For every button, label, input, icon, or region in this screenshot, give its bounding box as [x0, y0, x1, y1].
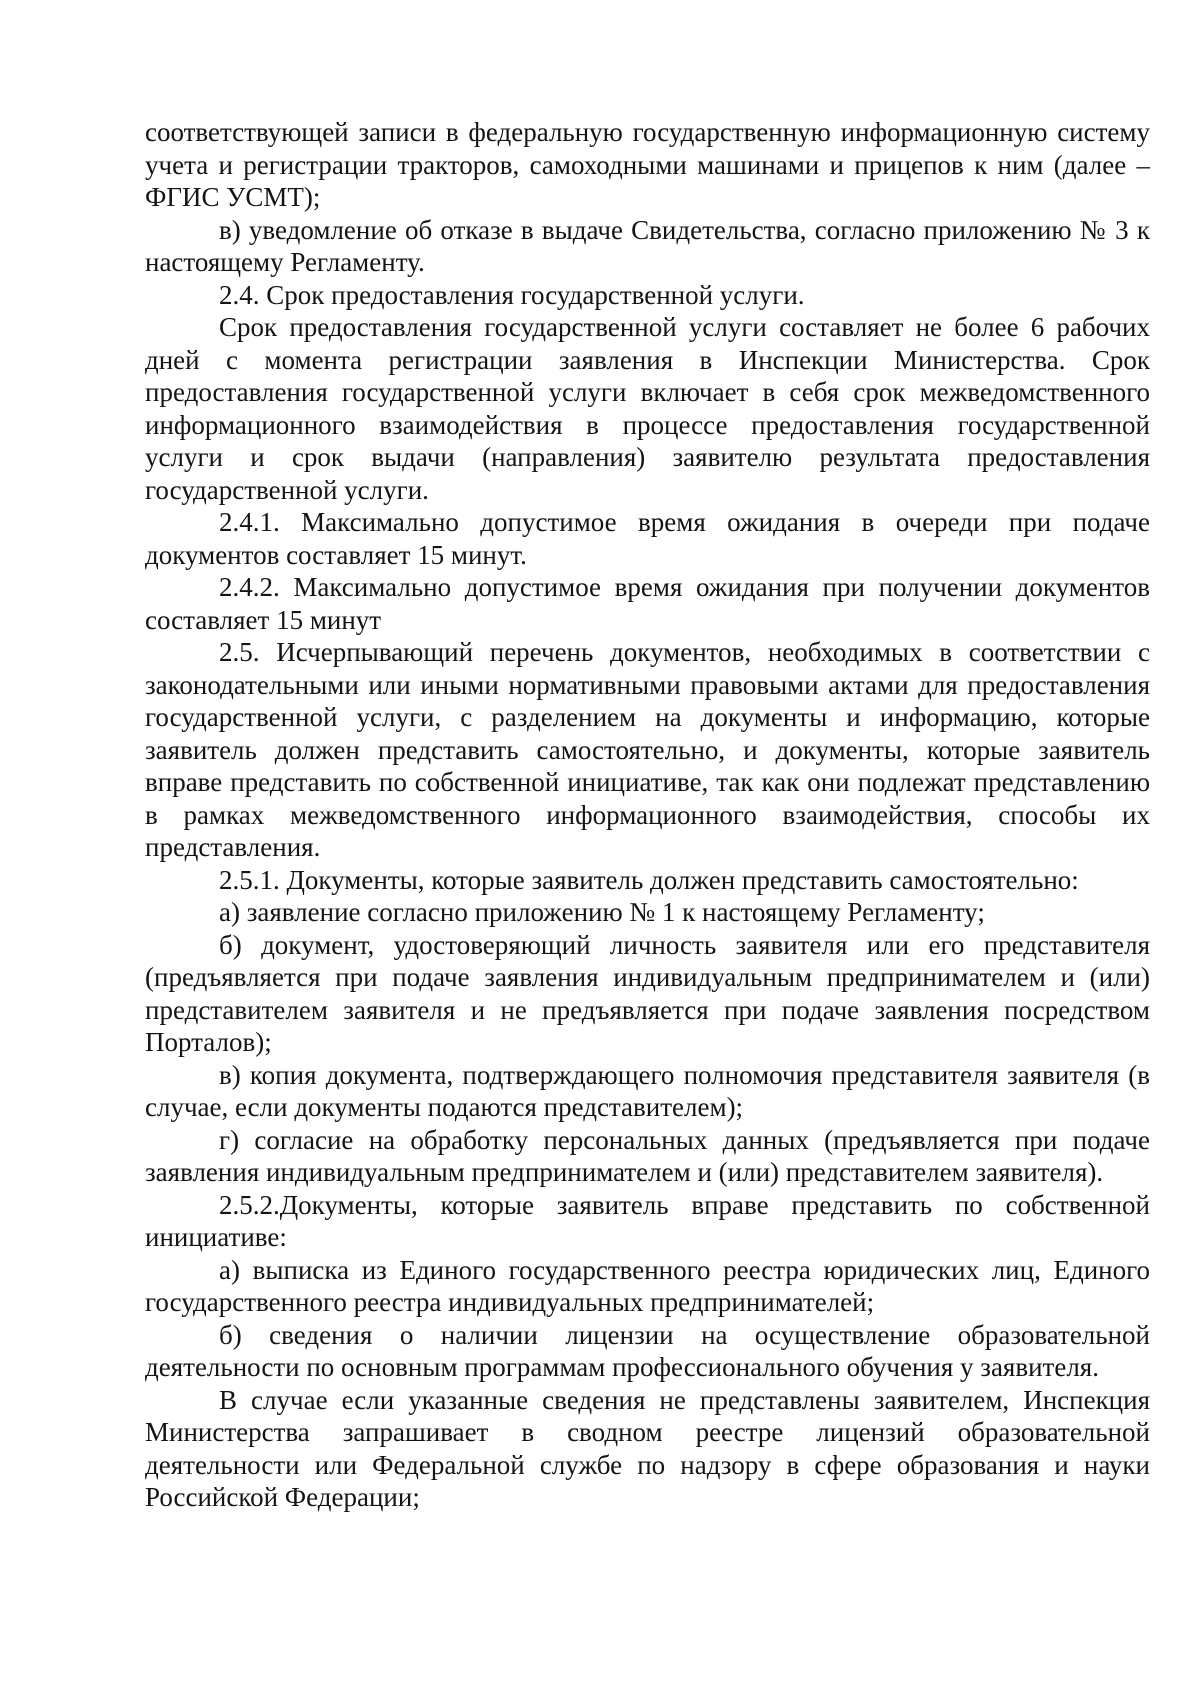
paragraph-continuation-record-entry: соответствующей записи в федеральную государственную информационную систему учета и регистрации тракторов, самоходными машинами и прицепов к ним (далее – ФГИС УСМТ);: [145, 117, 1150, 212]
section-heading-2-4: 2.4. Срок предоставления государственной услуги.: [219, 279, 805, 310]
paragraph-2-4-2: 2.4.2. Максимально допустимое время ожидания при получении документов составляет 15 минут: [145, 572, 1150, 635]
paragraph-inspection-request: В случае если указанные сведения не представлены заявителем, Инспекция Министерства запрашивает в сводном реестре лицензий образовательной деятельности или Федеральной службе по надзору в сфере образования и науки Российской Федерации;: [145, 1384, 1150, 1512]
list-item-a-registry-extract: а) выписка из Единого государственного реестра юридических лиц, Единого государственного реестра индивидуальных предпринимателей;: [145, 1254, 1150, 1317]
list-item-g-personal-data-consent: г) согласие на обработку персональных данных (предъявляется при подаче заявления индивидуальным предпринимателем и (или) представителем заявителя).: [145, 1124, 1150, 1187]
list-item-b-identity-document: б) документ, удостоверяющий личность заявителя или его представителя (предъявляется при подаче заявления индивидуальным предпринимателем и (или) представителем заявителя и не предъявляется при подаче заявления посредством Порталов);: [145, 929, 1150, 1057]
paragraph-2-5-1: 2.5.1. Документы, которые заявитель должен представить самостоятельно:: [219, 864, 1079, 895]
paragraph-item-v-refusal-notice: в) уведомление об отказе в выдаче Свидетельства, согласно приложению № 3 к настоящему Регламенту.: [145, 214, 1150, 277]
paragraph-service-term: Срок предоставления государственной услуги составляет не более 6 рабочих дней с момента регистрации заявления в Инспекции Министерства. Срок предоставления государственной услуги включает в себя срок межведомственного информационного взаимодействия в процессе предоставления государственной услуги и срок выдачи (направления) заявителю результата предоставления государственной услуги.: [145, 312, 1150, 505]
paragraph-2-5-2: 2.5.2.Документы, которые заявитель вправе представить по собственной инициативе:: [145, 1189, 1150, 1252]
list-item-a-application: а) заявление согласно приложению № 1 к настоящему Регламенту;: [219, 897, 985, 927]
list-item-v-authority-copy: в) копия документа, подтверждающего полномочия представителя заявителя (в случае, если документы подаются представителем);: [145, 1059, 1150, 1122]
list-item-b-license-info: б) сведения о наличии лицензии на осуществление образовательной деятельности по основным программам профессионального обучения у заявителя.: [145, 1319, 1150, 1382]
paragraph-2-4-1: 2.4.1. Максимально допустимое время ожидания в очереди при подаче документов составляет 15 минут.: [145, 507, 1150, 570]
document-body: [145, 116, 1150, 1514]
paragraph-2-5: 2.5. Исчерпывающий перечень документов, необходимых в соответствии с законодательными или иными нормативными правовыми актами для предоставления государственной услуги, с разделением на документы и информацию, которые заявитель должен представить самостоятельно, и документы, которые заявитель вправе представить по собственной инициативе, так как они подлежат представлению в рамках межведомственного информационного взаимодействия, способы их представления.: [145, 637, 1150, 862]
